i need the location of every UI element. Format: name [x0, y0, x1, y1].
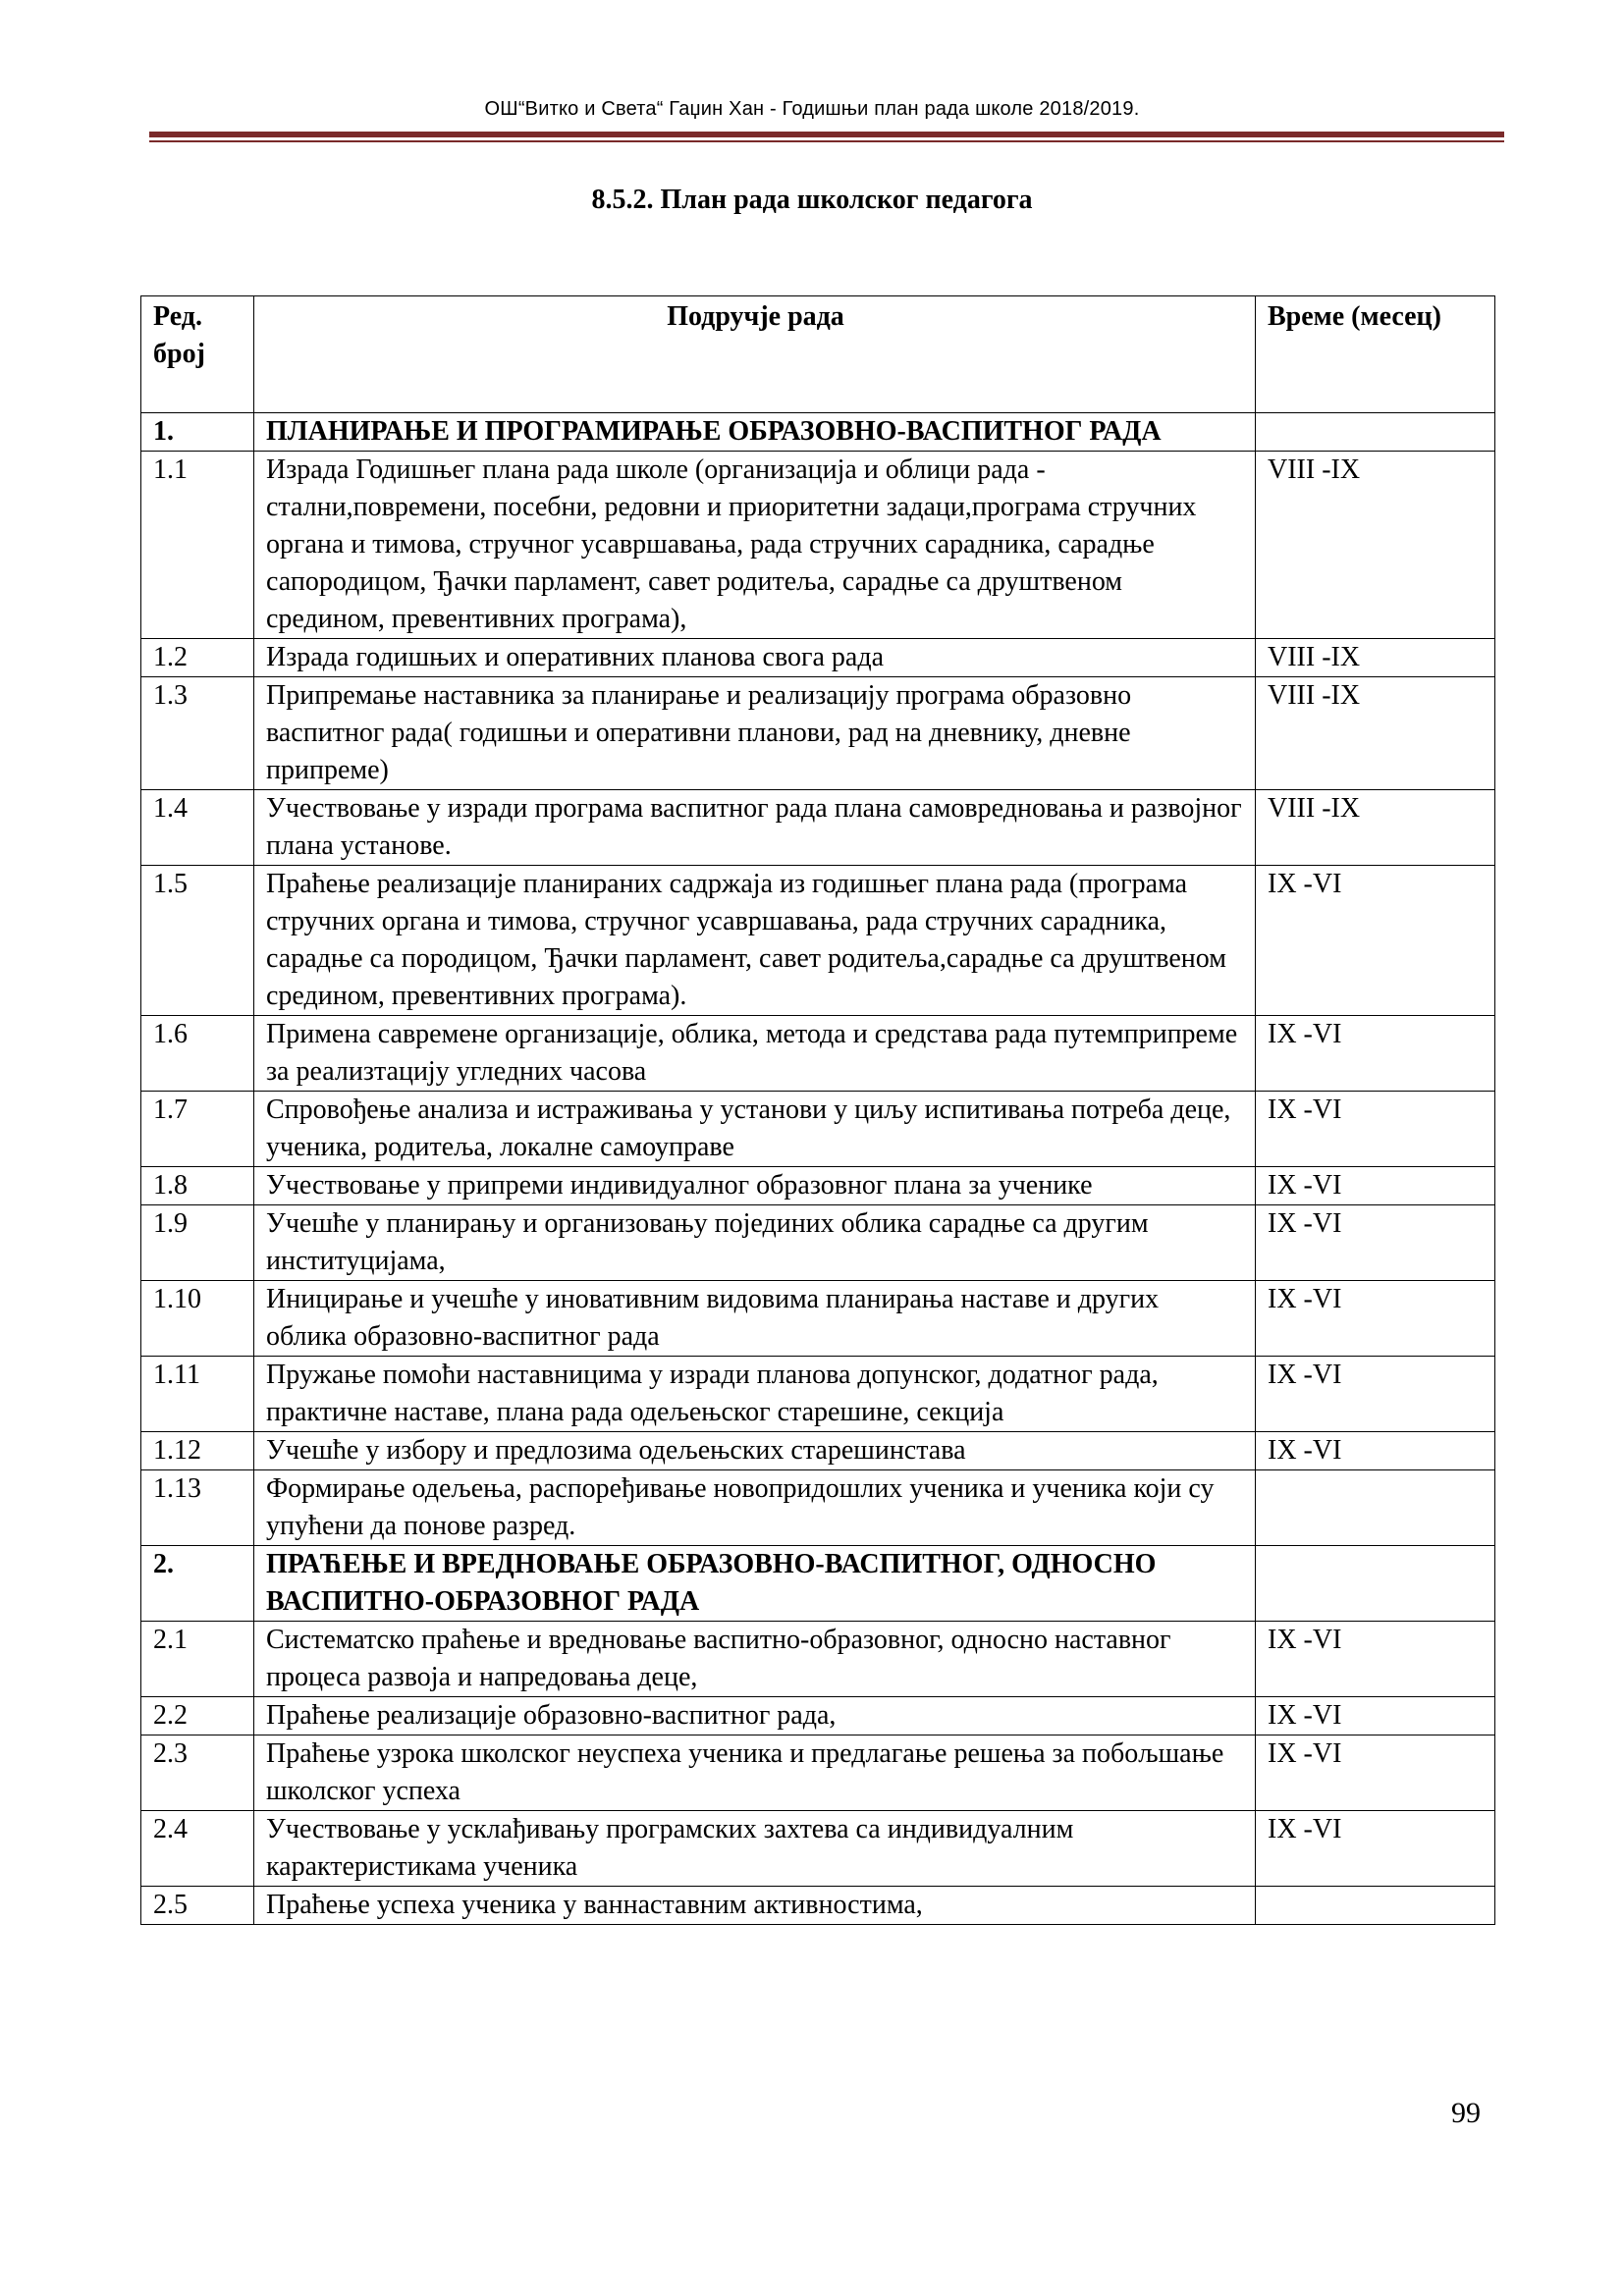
row-area: Систематско праћење и вредновање васпитно-образовног, односно наставног процеса развоја и напредовања деце, — [254, 1622, 1256, 1697]
table-row — [141, 790, 1495, 866]
row-area: Израда годишњих и оперативних планова свога рада — [254, 639, 1256, 677]
header-rule — [149, 132, 1504, 137]
header-rule-thin — [149, 140, 1504, 142]
column-header-time: Време (месец) — [1256, 296, 1495, 413]
row-time — [1256, 1470, 1495, 1546]
row-number: 1.7 — [141, 1092, 254, 1167]
table-body — [141, 413, 1495, 1925]
row-area: Израда Годишњег плана рада школе (организација и облици рада - стални,повремени, посебни, редовни и приоритетни задаци,програма стручних органа и тимова, стручног усавршавања, рада стручних сарадника, сарадње сапородицом, Ђачки парламент, савет родитеља, сарадње са друштвеном средином, превентивних програма), — [254, 452, 1256, 639]
row-time: IX -VI — [1256, 1432, 1495, 1470]
table-row — [141, 639, 1495, 677]
table-row — [141, 677, 1495, 790]
page-number: 99 — [1451, 2097, 1481, 2129]
table-row — [141, 452, 1495, 639]
row-number: 1.9 — [141, 1205, 254, 1281]
row-time: IX -VI — [1256, 1622, 1495, 1697]
row-area: Иницирање и учешће у иновативним видовима планирања наставе и других облика образовно-васпитног рада — [254, 1281, 1256, 1357]
table-row — [141, 1167, 1495, 1205]
row-number: 1.4 — [141, 790, 254, 866]
row-area: ПЛАНИРАЊЕ И ПРОГРАМИРАЊЕ ОБРАЗОВНО-ВАСПИТНОГ РАДА — [254, 413, 1256, 452]
row-area: Учешће у избору и предлозима одељењских старешинстава — [254, 1432, 1256, 1470]
table-row — [141, 1811, 1495, 1887]
row-time — [1256, 413, 1495, 452]
section-row — [141, 413, 1495, 452]
work-plan-table — [140, 295, 1495, 1925]
table-row — [141, 1016, 1495, 1092]
row-area: Учествовање у изради програма васпитног рада плана самовредновања и развојног плана установе. — [254, 790, 1256, 866]
row-time: IX -VI — [1256, 1167, 1495, 1205]
row-area: ПРАЋЕЊЕ И ВРЕДНОВАЊЕ ОБРАЗОВНО-ВАСПИТНОГ, ОДНОСНО ВАСПИТНО-ОБРАЗОВНОГ РАДА — [254, 1546, 1256, 1622]
row-time — [1256, 1887, 1495, 1925]
row-number: 2.2 — [141, 1697, 254, 1735]
row-number: 1. — [141, 413, 254, 452]
row-area: Учешће у планирању и организовању појединих облика сарадње са другим институцијама, — [254, 1205, 1256, 1281]
running-header: ОШ“Витко и Света“ Гаџин Хан - Годишњи план рада школе 2018/2019. — [484, 98, 1140, 120]
row-time: IX -VI — [1256, 1016, 1495, 1092]
row-time: VIII -IX — [1256, 452, 1495, 639]
table-row — [141, 1205, 1495, 1281]
table-header-row — [141, 296, 1495, 413]
row-number: 1.10 — [141, 1281, 254, 1357]
row-area: Праћење реализације образовно-васпитног рада, — [254, 1697, 1256, 1735]
table-row — [141, 1622, 1495, 1697]
row-number: 2.1 — [141, 1622, 254, 1697]
row-time: VIII -IX — [1256, 790, 1495, 866]
page-title: 8.5.2. План рада школског педагога — [591, 185, 1033, 215]
table-row — [141, 1697, 1495, 1735]
row-area: Пружање помоћи наставницима у изради планова допунског, додатног рада, практичне наставе, плана рада одељењског старешине, секција — [254, 1357, 1256, 1432]
row-number: 1.1 — [141, 452, 254, 639]
row-time: IX -VI — [1256, 1735, 1495, 1811]
row-time: IX -VI — [1256, 1697, 1495, 1735]
row-time: IX -VI — [1256, 1811, 1495, 1887]
row-area: Спровођење анализа и истраживања у установи у циљу испитивања потреба деце, ученика, родитеља, локалне самоуправе — [254, 1092, 1256, 1167]
row-area: Учествовање у усклађивању програмских захтева са индивидуалним карактеристикама ученика — [254, 1811, 1256, 1887]
row-number: 1.11 — [141, 1357, 254, 1432]
table-row — [141, 1470, 1495, 1546]
row-area: Учествовање у припреми индивидуалног образовног плана за ученике — [254, 1167, 1256, 1205]
row-number: 2.5 — [141, 1887, 254, 1925]
row-area: Праћење успеха ученика у ваннаставним активностима, — [254, 1887, 1256, 1925]
row-time: VIII -IX — [1256, 639, 1495, 677]
table-row — [141, 866, 1495, 1016]
row-number: 1.3 — [141, 677, 254, 790]
table-row — [141, 1281, 1495, 1357]
row-number: 2.3 — [141, 1735, 254, 1811]
row-time: IX -VI — [1256, 866, 1495, 1016]
row-time: IX -VI — [1256, 1357, 1495, 1432]
row-area: Примена савремене организације, облика, метода и средстава рада путемприпреме за реализтацију угледних часова — [254, 1016, 1256, 1092]
table-row — [141, 1887, 1495, 1925]
column-header-area: Подручје рада — [254, 296, 1256, 413]
row-area: Припремање наставника за планирање и реализацију програма образовно васпитног рада( годишњи и оперативни планови, рад на дневнику, дневне припреме) — [254, 677, 1256, 790]
table-row — [141, 1092, 1495, 1167]
row-time: IX -VI — [1256, 1205, 1495, 1281]
row-number: 1.12 — [141, 1432, 254, 1470]
row-time — [1256, 1546, 1495, 1622]
row-area: Формирање одељења, распоређивање новопридошлих ученика и ученика који су упућени да понове разред. — [254, 1470, 1256, 1546]
section-row — [141, 1546, 1495, 1622]
row-number: 1.6 — [141, 1016, 254, 1092]
row-area: Праћење узрока школског неуспеха ученика и предлагање решења за побољшање школског успеха — [254, 1735, 1256, 1811]
row-number: 1.2 — [141, 639, 254, 677]
column-header-number: Ред. број — [141, 296, 254, 413]
row-number: 1.8 — [141, 1167, 254, 1205]
row-number: 1.13 — [141, 1470, 254, 1546]
row-number: 2.4 — [141, 1811, 254, 1887]
row-time: VIII -IX — [1256, 677, 1495, 790]
table-row — [141, 1735, 1495, 1811]
table-row — [141, 1357, 1495, 1432]
row-number: 2. — [141, 1546, 254, 1622]
table-row — [141, 1432, 1495, 1470]
row-area: Праћење реализације планираних садржаја из годишњег плана рада (програма стручних органа и тимова, стручног усавршавања, рада стручних сарадника, сарадње са породицом, Ђачки парламент, савет родитеља,сарадње са друштвеном средином, превентивних програма). — [254, 866, 1256, 1016]
row-number: 1.5 — [141, 866, 254, 1016]
row-time: IX -VI — [1256, 1281, 1495, 1357]
row-time: IX -VI — [1256, 1092, 1495, 1167]
